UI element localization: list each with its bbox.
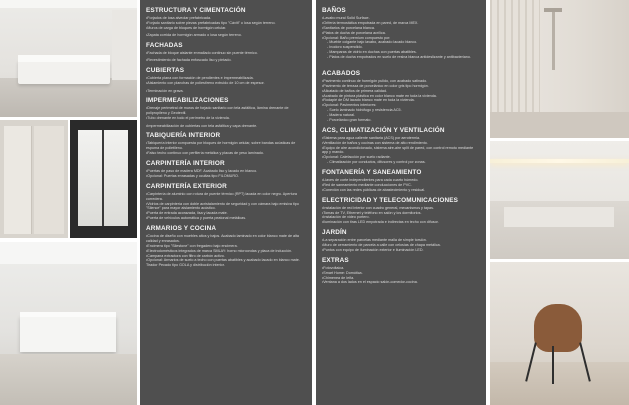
spec-line: •Sanitarios de porcelana blanca. xyxy=(322,25,375,30)
spec-line: •Encimera tipo "Silestone" con fregadero bajo encimera. xyxy=(146,243,238,248)
section-jardin xyxy=(322,229,480,253)
spec-line: •Muro de cerramiento de parcela a calle con celosías de chapa metálica. xyxy=(322,243,441,247)
spec-line: •Tabiquería interior compuesta por bloques de hormigón celular, sobre bandas acústicas de espuma de polietileno. xyxy=(146,141,296,151)
section-title: ARMARIOS Y COCINA xyxy=(146,225,217,232)
spec-line: •Campana extractora con filtro de carbón activo. xyxy=(146,253,225,258)
spec-line: •Aislamiento con planchas de poliestireno extruido de 10 cm de espesor. xyxy=(146,81,265,86)
section-estructura xyxy=(146,7,306,38)
spec-line: •Cubierta plana con formación de pendientes e impermeabilizada. xyxy=(146,76,254,81)
spec-line: •Tomas de TV, Ethernet y teléfono en salón y los dormitorios. xyxy=(322,210,422,215)
kitchen-photo xyxy=(0,242,137,405)
section-fontaneria xyxy=(322,169,480,193)
section-carpinteria-exterior xyxy=(146,183,306,221)
spec-line: - Inodoro suspendido. xyxy=(327,45,363,50)
bathroom-photo xyxy=(490,0,629,138)
section-acabados xyxy=(322,70,480,123)
spec-line: •Ventilación de baños y cocinas con sistema de alto rendimiento. xyxy=(322,140,428,145)
section-acs-climatizacion xyxy=(322,127,480,165)
spec-line: •Opcional: Armarios de suelo a techo con puertas abatibles y acabado lacado en blanco mate. Tirador Pecado tipo GOLA y distribución interior. xyxy=(146,258,300,268)
section-title: EXTRAS xyxy=(322,256,349,264)
spec-line: •Equipo de aire acondicionado, sistema aire-aire split de pared, con control remoto mediante app y mando. xyxy=(322,145,474,155)
spec-line: •Llaves de corte independientes para cada cuarto húmedo. xyxy=(322,178,419,182)
spec-line: •Puerta de entrada acorazada, lisa y lacada mate. xyxy=(146,211,228,216)
section-title: ESTRUCTURA Y CIMENTACIÓN xyxy=(146,7,246,14)
spec-line: •Opcional: Calefacción por suelo radiante. xyxy=(322,155,391,160)
spec-line: •Opcional: Baño premium compuesto por: xyxy=(322,35,391,40)
living-photo xyxy=(490,141,629,259)
spec-line: •Instalación de red interior con cuadro general, mecanismos y tapas. xyxy=(322,205,434,210)
section-cubiertas xyxy=(146,67,306,93)
section-tabiqueria xyxy=(146,132,306,156)
spec-line: •Opcional: Pavimentos interiores: xyxy=(322,103,377,108)
spec-line: •Grifería termostática empotrada en pared, de marca MEX. xyxy=(322,20,419,25)
spec-line: •Impermeabilización de cubiertas con tela asfáltica y capa drenante. xyxy=(146,123,258,128)
spec-line: •Drenaje perimetral de muros de forjado sanitario con tela asfáltica, lámina drenante de polipropileno y Geotextil. xyxy=(146,106,289,116)
spec-line: - Mamparas de vidrio en duchas con puertas abatibles. xyxy=(327,50,417,55)
section-fachadas xyxy=(146,42,306,63)
section-title: ELECTRICIDAD Y TELECOMUNICACIONES xyxy=(322,196,459,204)
section-title: TABIQUERÍA INTERIOR xyxy=(146,132,221,140)
spec-line: •Opcional: Puertas enrasadas y ocultas tipo FILOMURO. xyxy=(146,173,239,178)
spec-line: •Alicatado de baños de primera calidad. xyxy=(322,88,388,93)
window-photo xyxy=(70,120,137,238)
spec-line: •Carpintería de aluminio con rotura de puente térmico (RPT) lacada en color negro. Apertura corredera. xyxy=(146,191,297,201)
spec-line: •Iluminación con tiras LED empotrada e indirectas en techo con difusor. xyxy=(322,220,439,225)
spec-line: •Forjado sanitario sobre piezas prefabricadas tipo "Cáviti" o losa según terreno. xyxy=(146,20,276,25)
section-title: IMPERMEABILIZACIONES xyxy=(146,97,229,105)
spec-line: •Rodapié de DM lacado blanco mate en toda la vivienda. xyxy=(322,98,415,103)
spec-line: •Tubo drenante en todo el perímetro de la vivienda. xyxy=(146,116,230,121)
spec-line: •Acabado de pintura plástica en color blanco mate en toda la vivienda. xyxy=(322,93,437,98)
spec-line: •Terminación en grava. xyxy=(146,88,184,93)
section-extras xyxy=(322,257,480,286)
section-title: FACHADAS xyxy=(146,42,183,49)
spec-line: •Electrodomésticos integrados de marca SMLAY: horno microondas y placa de inducción. xyxy=(146,248,293,253)
section-impermeabilizaciones xyxy=(146,97,306,128)
spec-line: •Fotovoltaica. xyxy=(322,265,345,270)
section-title: CARPINTERÍA INTERIOR xyxy=(146,160,225,167)
section-title: JARDÍN xyxy=(322,229,347,237)
spec-line: •Zapata corrida de hormigón armado o losa según terreno. xyxy=(146,33,242,38)
spec-line: •Pavimento continuo de hormigón pulido, con acabado satinado. xyxy=(322,78,428,83)
spec-line: •Muros de carga de bloques de hormigón celular. xyxy=(146,25,227,30)
spec-line: •Sistema para agua caliente sanitaria (ACS) por aerotermia. xyxy=(322,135,421,140)
spec-line: •Puerta de vehículos automática y puerta peatonal metálicas. xyxy=(146,216,247,221)
spec-line: •Platos de ducha de porcelana acrílica. xyxy=(322,30,386,35)
spec-line: •Red de saneamiento mediante conducciones de PVC. xyxy=(322,182,412,187)
spec-line: •Chimenea de leña. xyxy=(322,275,355,280)
section-title: ACABADOS xyxy=(322,69,361,77)
spec-line: •Lavabo mural Solid Surface. xyxy=(322,16,370,20)
spec-line: •La separación entre parcelas mediante malla de simple torsión. xyxy=(322,238,427,243)
section-title: CARPINTERÍA EXTERIOR xyxy=(146,182,227,190)
spec-line: •Ventana a dos lados en el espacio salón-comedor-cocina. xyxy=(322,280,418,285)
spec-line: •Vidrios de carpintería con doble acristalamiento de seguridad y con cámara bajo emisiva tipo "Silence" para mayor aislamiento acústico. xyxy=(146,201,299,211)
spec-line: - Porcelánico gran formato. xyxy=(327,117,372,122)
specs-left-panel xyxy=(140,0,312,405)
spec-line: - Platos de ducha empotrados en suelo de resina blanca antideslizante y antibacteriano. xyxy=(327,55,471,59)
section-title: CUBIERTAS xyxy=(146,67,185,75)
spec-line: •Revestimiento de fachada enfoscado liso y pintado. xyxy=(146,58,232,63)
bedroom-photo xyxy=(0,0,137,117)
spec-line: •Instalación de video portero. xyxy=(322,215,370,220)
section-electricidad xyxy=(322,197,480,226)
section-title: ACS, CLIMATIZACIÓN Y VENTILACIÓN xyxy=(322,126,445,134)
spec-line: •Puertas de paso de madera MDF. Acabado liso y lacado en blanco. xyxy=(146,169,258,173)
spec-line: - Mueble colgante bajo lavabo, acabado lacado blanco. xyxy=(327,40,418,45)
spec-line: •Smart Home: Domótica. xyxy=(322,270,363,275)
spec-line: •Puntos con equipo de iluminación exterior e iluminación LED. xyxy=(322,247,424,252)
spec-line: •Forjados de losa alveolar prefabricada. xyxy=(146,16,212,20)
chair-photo xyxy=(490,262,629,405)
spec-line: •Falso techo continuo con perfilería metálica y placas de yeso laminado. xyxy=(146,151,264,156)
spec-line: •Conexión con las redes públicas de abastecimiento y residual. xyxy=(322,187,426,192)
spec-line: - Suelo laminado hidrófugo y resistencia AC5. xyxy=(327,108,402,113)
specs-right-panel xyxy=(316,0,486,405)
spec-line: - Madera natural. xyxy=(327,113,356,117)
section-armarios-cocina xyxy=(146,225,306,268)
section-title: FONTANERÍA Y SANEAMIENTO xyxy=(322,169,422,176)
spec-line: •Cocina de diseño con muebles altos y bajos. Acabado laminado en color blanco mate de alta calidad y enrasados. xyxy=(146,234,299,243)
spec-line: •Fachada de bloque aislante enmallado continuo sin puente térmico. xyxy=(146,51,258,55)
spec-line: •Pavimento de terraza de porcelánico en color gris tipo hormigón. xyxy=(322,83,429,88)
section-carpinteria-interior xyxy=(146,160,306,179)
spec-line: - Climatización por conductos, difusores y control por zonas. xyxy=(327,160,426,165)
section-title: BAÑOS xyxy=(322,7,346,14)
wardrobe-photo xyxy=(0,120,68,238)
section-banos xyxy=(322,7,480,60)
